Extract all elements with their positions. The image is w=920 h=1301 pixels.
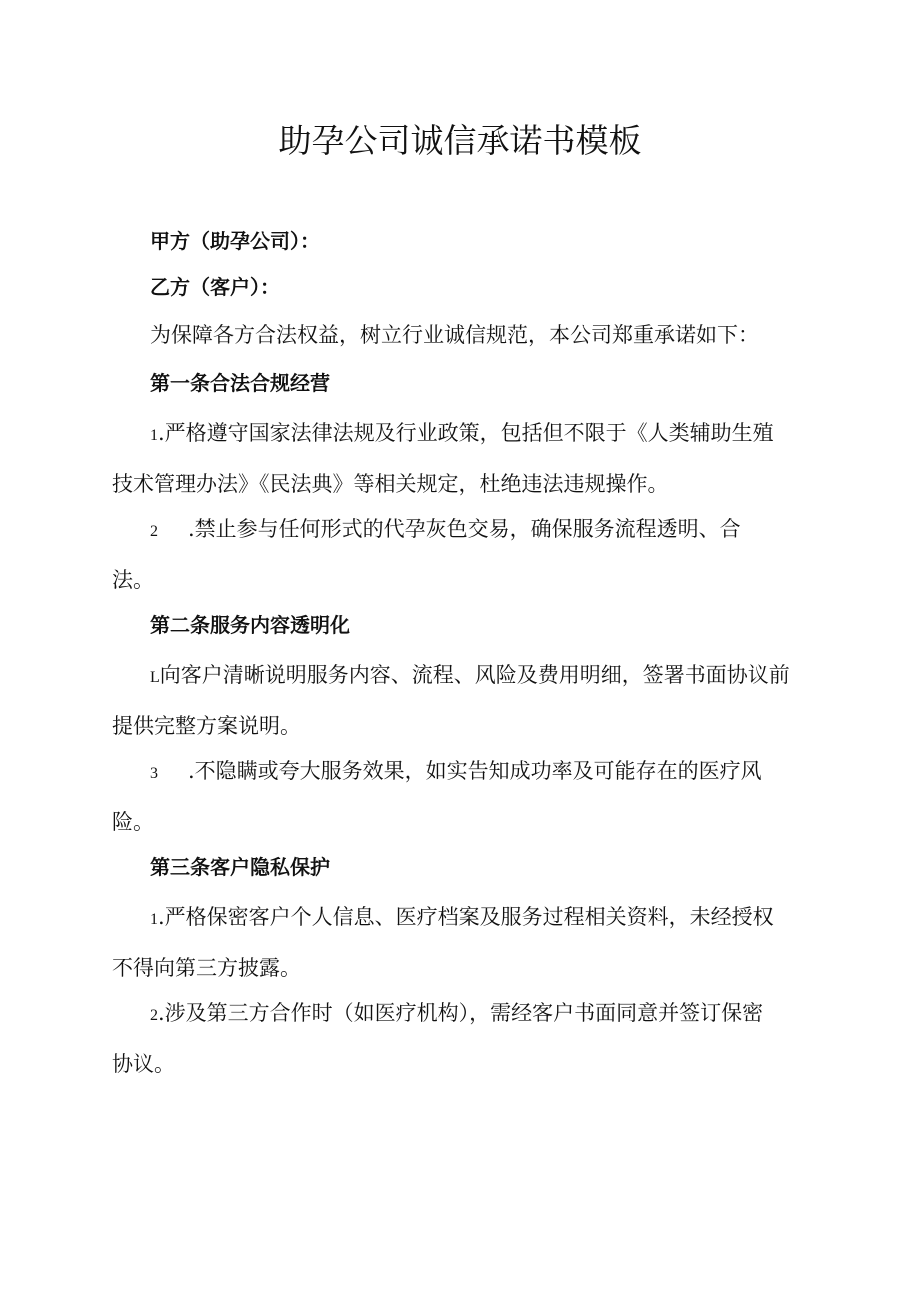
clause-text-line2: 协议。 [112, 1052, 175, 1076]
clause-1-1 [112, 418, 812, 499]
clause-2-2 [112, 756, 812, 837]
party-b-label: 乙方（客户）： [150, 275, 280, 299]
clause-3-2 [112, 998, 812, 1079]
clause-text-line1: .涉及第三方合作时（如医疗机构），需经客户书面同意并签订保密 [158, 1001, 764, 1025]
clause-text-line2: 险。 [112, 810, 154, 834]
clause-text-line1: .严格保密客户个人信息、医疗档案及服务过程相关资料，未经授权 [158, 905, 774, 929]
clause-text-line2: 法。 [112, 568, 154, 592]
clause-2-1 [112, 660, 812, 741]
clause-number: 1 [150, 911, 158, 928]
party-a-label: 甲方（助孕公司）： [150, 229, 320, 253]
clause-1-2 [112, 514, 812, 595]
clause-number: 2 [150, 523, 158, 540]
clause-number: L [150, 669, 160, 686]
clause-text-line1: .禁止参与任何形式的代孕灰色交易，确保服务流程透明、合 [188, 517, 741, 541]
clause-text-line1: .严格遵守国家法律法规及行业政策，包括但不限于《人类辅助生殖 [158, 421, 774, 445]
clause-number: 1 [150, 427, 158, 444]
clause-text-line2: 不得向第三方披露。 [112, 956, 301, 980]
clause-text-line1: .不隐瞒或夸大服务效果，如实告知成功率及可能存在的医疗风 [188, 759, 762, 783]
clause-text-line2: 提供完整方案说明。 [112, 714, 301, 738]
document-title: 助孕公司诚信承诺书模板 [278, 121, 642, 160]
clause-3-1 [112, 902, 812, 983]
section-heading-1: 第一条合法合规经营 [150, 371, 330, 395]
clause-number: 2 [150, 1007, 158, 1024]
clause-text-line1: 向客户清晰说明服务内容、流程、风险及费用明细，签署书面协议前 [159, 663, 790, 687]
section-heading-2: 第二条服务内容透明化 [150, 613, 350, 637]
section-heading-3: 第三条客户隐私保护 [150, 855, 330, 879]
intro-paragraph: 为保障各方合法权益，树立行业诚信规范，本公司郑重承诺如下： [150, 323, 759, 347]
clause-text-line2: 技术管理办法》《民法典》等相关规定，杜绝违法违规操作。 [112, 472, 669, 496]
clause-number: 3 [150, 765, 158, 782]
